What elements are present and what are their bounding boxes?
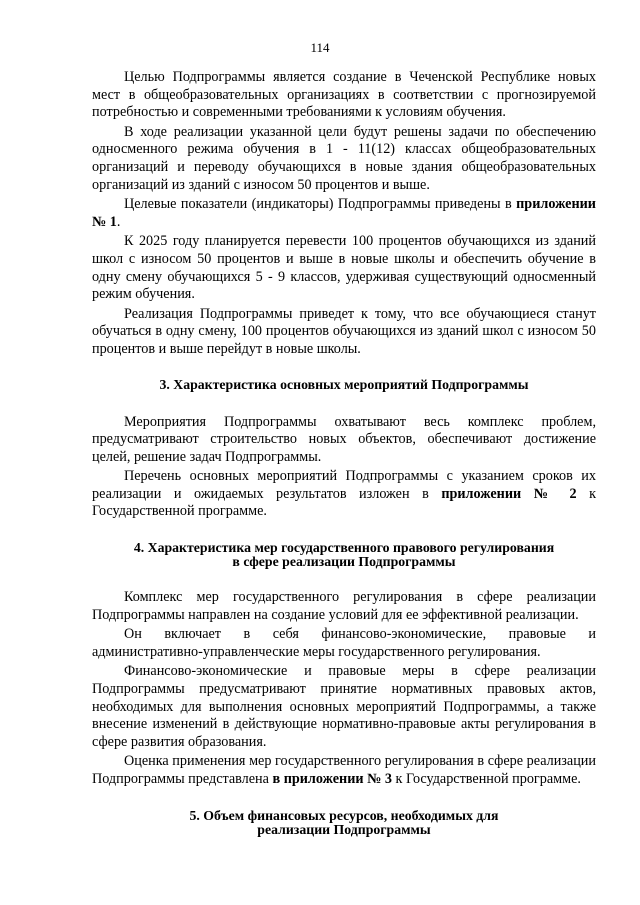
paragraph-text: Целевые показатели (индикаторы) Подпрограммы приведены в: [124, 196, 517, 213]
heading-line: реализации Подпрограммы: [257, 821, 431, 837]
heading-line: 4. Характеристика мер государственного правового регулирования: [133, 540, 555, 556]
paragraph-measures: Мероприятия Подпрограммы охватывают весь комплекс проблем, предусматривают строительство новых объектов, обеспечивают достижение целей, решение задач Подпрограммы.: [92, 413, 596, 465]
appendix-ref: в приложении № 3: [272, 771, 392, 787]
paragraph-plan-2025: К 2025 году планируется перевести 100 процентов обучающихся из зданий школ с износом 50 процентов и выше в новые школы и обеспечить обучение в одну смену обучающихся 5 - 9 классов, удерживая существующий односменный режим обучения.: [92, 233, 596, 303]
heading-line: 5. Объем финансовых ресурсов, необходимых для: [189, 807, 499, 823]
paragraph-goal: Целью Подпрограммы является создание в Чеченской Республике новых мест в общеобразовательных организациях в соответствии с прогнозируемой потребностью и современными требованиями к условиям обучения.: [92, 69, 596, 121]
paragraph-regulation: Комплекс мер государственного регулирования в сфере реализации Подпрограммы направлен на создание условий для ее эффективной реализации.: [92, 589, 596, 623]
paragraph-result: Реализация Подпрограммы приведет к тому, что все обучающиеся станут обучаться в одну смену, 100 процентов обучающихся из зданий школ с износом 50 процентов и выше перейдут в новые школы.: [92, 305, 596, 357]
page-number: 114: [310, 40, 330, 55]
appendix-ref: приложении № 2: [441, 485, 577, 502]
appendix-ref: приложении № 1: [92, 196, 596, 230]
paragraph-indicators: [92, 196, 596, 231]
section-heading-5: [92, 809, 596, 837]
paragraph-includes: Он включает в себя финансово-экономические, правовые и административно-управленческие меры государственного регулирования.: [92, 626, 596, 660]
paragraph-financial-legal: Финансово-экономические и правовые меры в сфере реализации Подпрограммы предусматривают принятие нормативных правовых актов, необходимых для выполнения основных мероприятий Подпрограммы, а также внесение изменений в действующие нормативно-правовые акты регулирования в сфере развития образования.: [92, 663, 596, 750]
paragraph-end: к Государственной программе.: [392, 771, 581, 787]
paragraph-end: .: [116, 213, 121, 230]
paragraph-assessment: [92, 753, 596, 788]
paragraph-text: Оценка применения мер государственного регулирования в сфере реализации Подпрограммы представлена: [92, 753, 596, 787]
paragraph-tasks: В ходе реализации указанной цели будут решены задачи по обеспечению односменного режима обучения в 1 - 11(12) классах общеобразовательных организаций и переводу обучающихся в новые здания общеобразовательных организаций из зданий с износом 50 процентов и выше.: [92, 123, 596, 193]
document-body: [92, 69, 596, 837]
heading-line: в сфере реализации Подпрограммы: [232, 554, 456, 570]
paragraph-end: к Государственной программе.: [92, 485, 596, 520]
section-heading-4: [92, 541, 596, 569]
paragraph-measures-list: [92, 468, 596, 521]
paragraph-text: Перечень основных мероприятий Подпрограммы с указанием сроков их реализации и ожидаемых результатов изложен в: [92, 468, 596, 502]
section-heading-3: 3. Характеристика основных мероприятий Подпрограммы: [159, 376, 529, 392]
